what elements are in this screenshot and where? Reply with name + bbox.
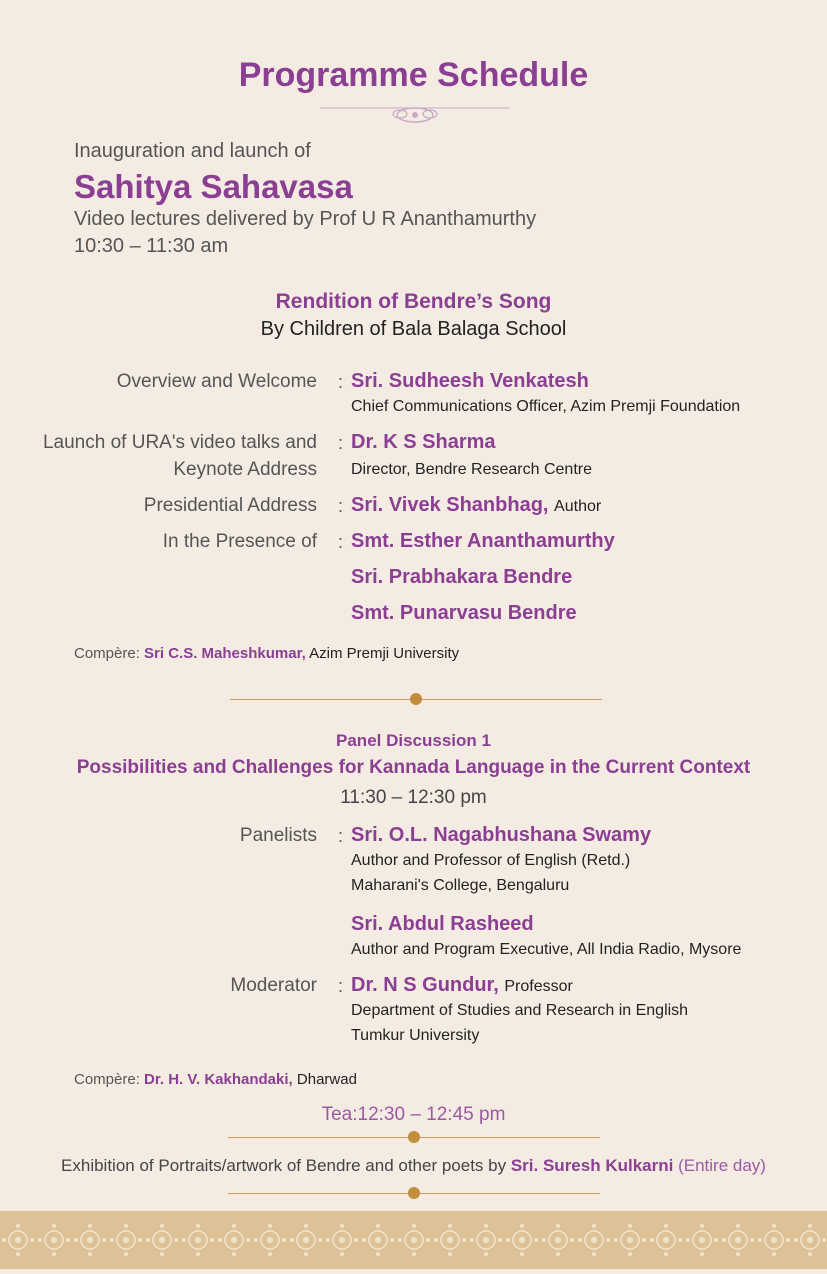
inauguration-intro: Inauguration and launch of <box>74 140 311 162</box>
colon: : <box>338 496 344 516</box>
moderator-name <box>351 974 573 997</box>
presidential-name <box>351 494 601 517</box>
panel-title: Possibilities and Challenges for Kannada Language in the Current Context <box>76 757 751 778</box>
compere-name: Sri C.S. Maheshkumar, <box>144 645 306 662</box>
compere-name: Dr. H. V. Kakhandaki, <box>144 1071 293 1088</box>
divider-dot <box>410 693 422 705</box>
compere-line-1 <box>74 645 459 662</box>
colon: : <box>338 826 344 846</box>
rendition-title: Rendition of Bendre’s Song <box>275 290 552 313</box>
exhibition <box>0 1156 827 1176</box>
page-title: Programme Schedule <box>238 56 589 94</box>
colon: : <box>338 976 344 996</box>
exhibition-artist: Sri. Suresh Kulkarni <box>510 1156 674 1175</box>
panel-time: 11:30 – 12:30 pm <box>340 787 487 808</box>
presence-name: Smt. Punarvasu Bendre <box>351 602 577 624</box>
launch-label-line1: Launch of URA's video talks and <box>42 432 317 453</box>
divider-dot <box>408 1131 420 1143</box>
inauguration-time: 10:30 – 11:30 am <box>74 235 229 257</box>
launch-name: Dr. K S Sharma <box>351 431 496 453</box>
presence-label: In the Presence of <box>162 531 317 552</box>
panelist-1-desc: Author and Professor of English (Retd.) <box>351 852 631 869</box>
compere-org: Azim Premji University <box>309 645 460 662</box>
border-pattern <box>0 1211 827 1269</box>
panelist-1-college: Maharani's College, Bengaluru <box>351 877 570 894</box>
exhibition-note: (Entire day) <box>678 1156 766 1175</box>
moderator-name-text: Dr. N S Gundur, <box>351 974 499 996</box>
presidential-name-text: Sri. Vivek Shanbhag, <box>351 494 549 516</box>
presidential-label: Presidential Address <box>143 495 317 516</box>
compere-label: Compère: <box>74 1071 140 1088</box>
compere-label: Compère: <box>74 645 140 662</box>
inauguration-desc: Video lectures delivered by Prof U R Ananthamurthy <box>74 208 537 230</box>
launch-desc: Director, Bendre Research Centre <box>351 461 592 478</box>
panelist-1-name: Sri. O.L. Nagabhushana Swamy <box>351 824 652 846</box>
rendition-by: By Children of Bala Balaga School <box>260 318 567 340</box>
panelists-label: Panelists <box>239 825 317 846</box>
colon: : <box>338 532 344 552</box>
title-ornament <box>320 102 510 130</box>
launch-label-line2: Keynote Address <box>173 459 317 480</box>
colon: : <box>338 372 344 392</box>
compere-line-2 <box>74 1071 357 1088</box>
inauguration-name: Sahitya Sahavasa <box>74 168 353 205</box>
divider-dot <box>408 1187 420 1199</box>
compere-place: Dharwad <box>296 1071 357 1088</box>
presidential-role: Author <box>554 498 602 515</box>
exhibition-text: Exhibition of Portraits/artwork of Bendre and other poets by <box>61 1156 507 1175</box>
moderator-dept: Department of Studies and Research in English <box>351 1002 689 1019</box>
presence-name: Sri. Prabhakara Bendre <box>351 566 573 588</box>
decorative-border <box>0 1211 827 1269</box>
panel-label: Panel Discussion 1 <box>336 731 491 750</box>
presence-name: Smt. Esther Ananthamurthy <box>351 530 615 552</box>
panelist-2-name: Sri. Abdul Rasheed <box>351 913 534 935</box>
overview-desc: Chief Communications Officer, Azim Premji Foundation <box>351 398 741 415</box>
colon: : <box>338 433 344 453</box>
panelist-2-desc: Author and Program Executive, All India Radio, Mysore <box>351 941 742 958</box>
moderator-label: Moderator <box>230 975 317 996</box>
moderator-university: Tumkur University <box>351 1027 480 1044</box>
overview-label: Overview and Welcome <box>116 371 317 392</box>
moderator-role: Professor <box>504 978 573 995</box>
tea-break: Tea:12:30 – 12:45 pm <box>321 1104 506 1125</box>
overview-name: Sri. Sudheesh Venkatesh <box>351 370 589 392</box>
